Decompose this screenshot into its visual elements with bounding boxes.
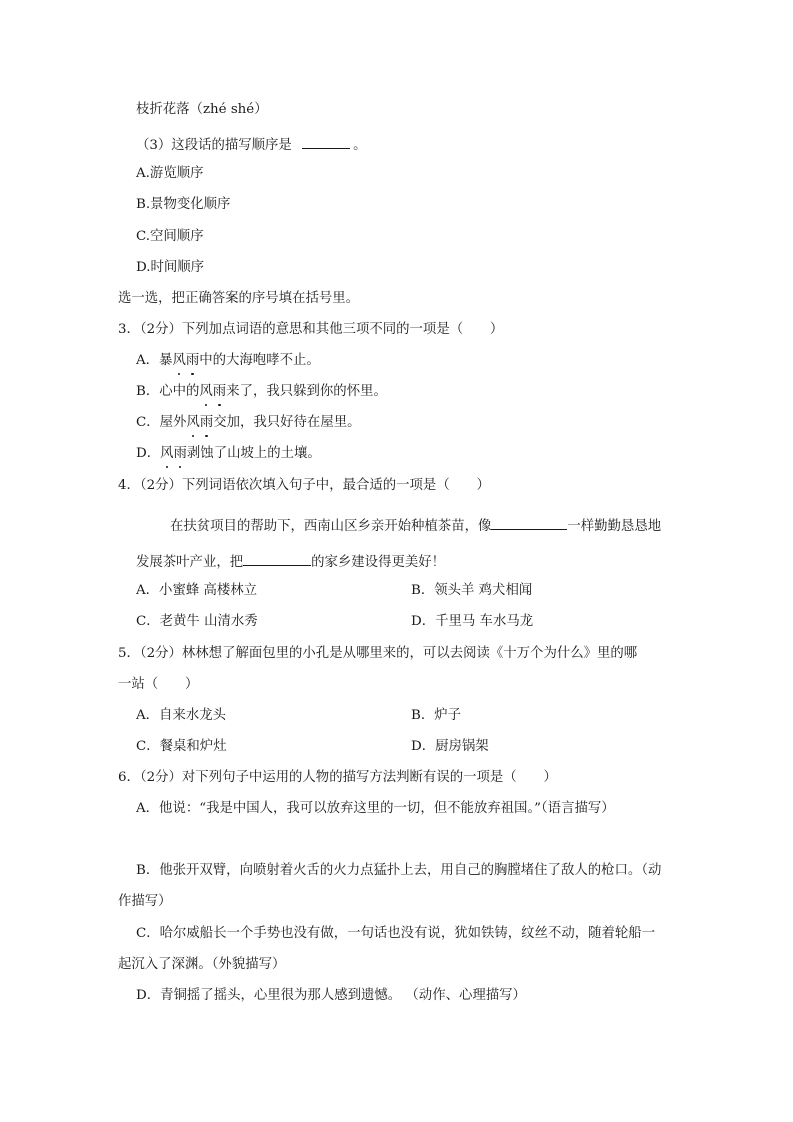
dotted-char: 风 [186, 415, 200, 430]
question-6-option-a[interactable]: A．他说：“我是中国人，我可以放弃这里的一切，但不能放弃祖国。”（语言描写） [136, 801, 615, 816]
question-2-3-prefix: （3）这段话的描写顺序是 [136, 138, 292, 153]
option-text: 来了，我只躲到你的怀里。 [226, 384, 387, 399]
question-3-stem: 3．（2分）下列加点词语的意思和其他三项不同的一项是（ ） [118, 322, 504, 337]
idiom-item: 枝折花落（zhé shé） [136, 102, 268, 117]
option-text: A．暴 [136, 353, 173, 368]
question-4-option-d[interactable]: D．千里马 车水马龙 [411, 614, 534, 629]
question-5-stem-line-1: 5．（2分）林林想了解面包里的小孔是从哪里来的，可以去阅读《十万个为什么》里的哪 [118, 646, 638, 661]
option-text: B．心中的 [136, 384, 200, 399]
passage-text: 一样勤勤恳恳地 [567, 519, 662, 534]
question-6-option-b-line-2[interactable]: 作描写） [118, 894, 172, 909]
fill-blank-2[interactable] [243, 551, 311, 566]
question-5-option-d[interactable]: D．厨房锅架 [411, 739, 489, 754]
question-3-option-b[interactable] [136, 383, 387, 401]
option-a[interactable]: A.游览顺序 [136, 166, 204, 181]
dotted-char: 雨 [199, 415, 214, 430]
option-text: 交加，我只好待在屋里。 [213, 415, 361, 430]
question-4-option-c[interactable]: C．老黄牛 山清水秀 [136, 614, 258, 629]
option-d[interactable]: D.时间顺序 [136, 260, 205, 275]
option-text: C．屋外 [136, 415, 187, 430]
dotted-char: 雨 [185, 353, 200, 368]
dotted-char: 雨 [212, 384, 227, 399]
question-5-option-a[interactable]: A．自来水龙头 [136, 708, 227, 723]
answer-blank[interactable] [302, 134, 350, 149]
question-5-stem-line-2: 一站（ ） [118, 677, 199, 692]
question-6-option-c-line-2[interactable]: 起沉入了深渊。（外貌描写） [118, 957, 286, 972]
dotted-char: 风 [172, 353, 186, 368]
question-5-option-c[interactable]: C．餐桌和炉灶 [136, 739, 227, 754]
option-text: 中的大海咆哮不止。 [199, 353, 320, 368]
passage-text: 的家乡建设得更美好！ [311, 555, 446, 570]
question-3-option-d[interactable] [136, 445, 321, 463]
passage-text: 发展茶叶产业，把 [136, 555, 244, 570]
question-4-passage-line-2 [136, 551, 445, 572]
question-2-3-stem [136, 134, 366, 155]
question-4-option-b[interactable]: B．领头羊 鸡犬相闻 [411, 583, 533, 598]
option-c[interactable]: C.空间顺序 [136, 229, 204, 244]
dotted-char: 雨 [173, 446, 187, 461]
question-4-passage-line-1 [170, 515, 661, 536]
question-6-option-b-line-1[interactable]: B．他张开双臂，向喷射着火舌的火力点猛扑上去，用自己的胸膛堵住了敌人的枪口。（动 [136, 863, 662, 878]
dotted-char: 风 [199, 384, 213, 399]
question-6-option-d[interactable]: D．青铜摇了摇头，心里很为那人感到遗憾。 （动作、心理描写） [136, 988, 526, 1003]
option-b[interactable]: B.景物变化顺序 [136, 197, 231, 212]
question-5-option-b[interactable]: B．炉子 [411, 708, 462, 723]
section-instruction: 选一选，把正确答案的序号填在括号里。 [118, 291, 360, 306]
question-4-option-a[interactable]: A．小蜜蜂 高楼林立 [136, 583, 258, 598]
passage-text: 在扶贫项目的帮助下，西南山区乡亲开始种植茶苗，像 [170, 519, 492, 534]
question-3-option-a[interactable] [136, 352, 320, 370]
option-text: 剥蚀了山坡上的土壤。 [186, 446, 321, 461]
option-text: D． [136, 446, 161, 461]
question-6-option-c-line-1[interactable]: C．哈尔威船长一个手势也没有做，一句话也没有说，犹如铁铸，纹丝不动，随着轮船一 [136, 926, 656, 941]
question-4-stem: 4．（2分）下列词语依次填入句子中，最合适的一项是（ ） [118, 478, 490, 493]
question-2-3-suffix: 。 [353, 138, 367, 153]
question-6-stem: 6．（2分）对下列句子中运用的人物的描写方法判断有误的一项是（ ） [118, 770, 557, 785]
dotted-char: 风 [160, 446, 174, 461]
question-3-option-c[interactable] [136, 414, 361, 432]
fill-blank-1[interactable] [491, 515, 567, 530]
